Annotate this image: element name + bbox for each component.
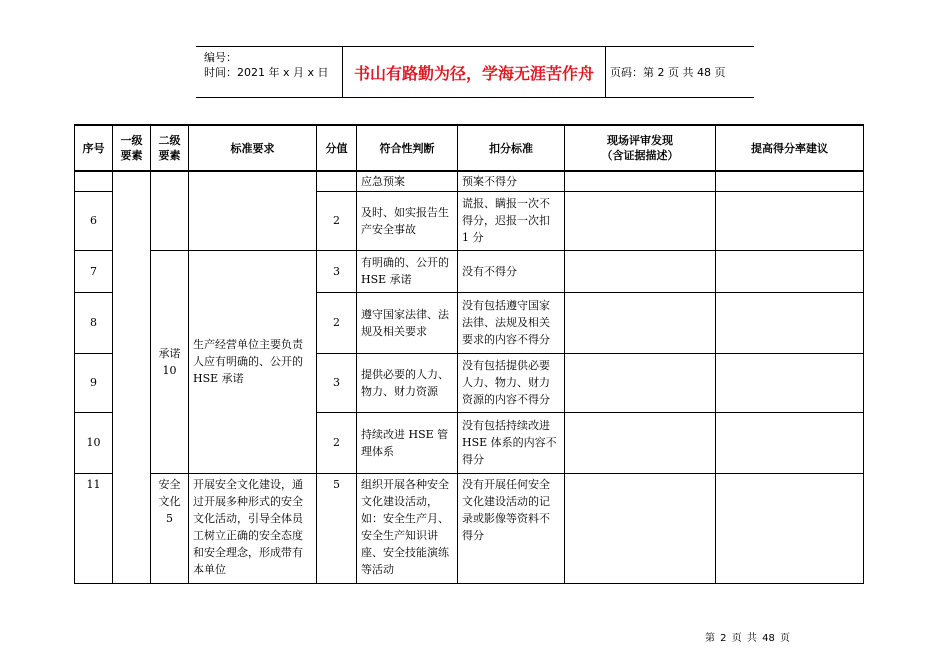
- cell-first-level: [113, 171, 151, 583]
- col-second-level-line2: 要素: [158, 149, 181, 162]
- col-deduction: 扣分标准: [458, 125, 565, 171]
- cell-judgment: 有明确的、公开的 HSE 承诺: [357, 250, 458, 292]
- cell-judgment: 提供必要的人力、物力、财力资源: [357, 353, 458, 412]
- page-header: [196, 46, 754, 98]
- col-suggestion: 提高得分率建议: [716, 125, 864, 171]
- cell-no: 8: [75, 292, 113, 353]
- cell-judgment: 遵守国家法律、法规及相关要求: [357, 292, 458, 353]
- cell-findings: [565, 292, 716, 353]
- cell-score: 2: [317, 292, 357, 353]
- col-first-level-line1: 一级: [120, 134, 143, 147]
- cell-judgment: 持续改进 HSE 管理体系: [357, 412, 458, 473]
- col-findings-line2: （含证据描述）: [601, 149, 679, 162]
- cell-deduction: 没有包括遵守国家法律、法规及相关要求的内容不得分: [458, 292, 565, 353]
- cell-suggestion: [716, 473, 864, 583]
- cell-score: 3: [317, 353, 357, 412]
- col-judgment: 符合性判断: [357, 125, 458, 171]
- cell-no: [75, 171, 113, 191]
- cell-score: [317, 171, 357, 191]
- cell-second-level-culture: 安全文化 5: [151, 473, 189, 583]
- col-findings: [565, 125, 716, 171]
- serial-label: 编号：: [204, 51, 237, 64]
- cell-deduction: 没有不得分: [458, 250, 565, 292]
- cell-no: 6: [75, 191, 113, 250]
- cell-requirement-culture: 开展安全文化建设，通过开展多种形式的安全文化活动，引导全体员工树立正确的安全态度和安全理念，形成带有本单位: [189, 473, 317, 583]
- cell-findings: [565, 412, 716, 473]
- cell-score: 2: [317, 191, 357, 250]
- page-footer: 第 2 页 共 48 页: [705, 633, 790, 644]
- cell-requirement: [189, 171, 317, 250]
- cell-suggestion: [716, 292, 864, 353]
- cell-second-level-commitment: 承诺 10: [151, 250, 189, 473]
- cell-findings: [565, 473, 716, 583]
- cell-suggestion: [716, 191, 864, 250]
- cell-findings: [565, 250, 716, 292]
- cell-score: 2: [317, 412, 357, 473]
- cell-suggestion: [716, 171, 864, 191]
- cell-suggestion: [716, 412, 864, 473]
- table-row: [75, 473, 864, 583]
- cell-second-level: [151, 171, 189, 250]
- cell-no: 9: [75, 353, 113, 412]
- evaluation-table: [74, 124, 864, 584]
- cell-findings: [565, 191, 716, 250]
- cell-score: 3: [317, 250, 357, 292]
- cell-deduction: 没有包括提供必要人力、物力、财力资源的内容不得分: [458, 353, 565, 412]
- cell-deduction: 没有开展任何安全文化建设活动的记录或影像等资料不得分: [458, 473, 565, 583]
- cell-deduction: 谎报、瞒报一次不得分，迟报一次扣 1 分: [458, 191, 565, 250]
- table-row: [75, 171, 864, 191]
- cell-judgment: 组织开展各种安全文化建设活动，如：安全生产月、安全生产知识讲座、安全技能演练等活动: [357, 473, 458, 583]
- table-row: [75, 250, 864, 292]
- cell-judgment: 应急预案: [357, 171, 458, 191]
- cell-no: 11: [75, 473, 113, 583]
- table-header-row: [75, 125, 864, 171]
- cell-findings: [565, 353, 716, 412]
- page-code: 页码：第 2 页 共 48 页: [610, 66, 726, 79]
- cell-judgment: 及时、如实报告生产安全事故: [357, 191, 458, 250]
- time-label: 时间：2021 年 x 月 x 日: [204, 66, 329, 79]
- cell-no: 7: [75, 250, 113, 292]
- col-requirement: 标准要求: [189, 125, 317, 171]
- cell-deduction: 预案不得分: [458, 171, 565, 191]
- cell-score: 5: [317, 473, 357, 583]
- cell-requirement-commitment: 生产经营单位主要负责人应有明确的、公开的 HSE 承诺: [189, 250, 317, 473]
- cell-deduction: 没有包括持续改进 HSE 体系的内容不得分: [458, 412, 565, 473]
- header-meta: [204, 50, 344, 80]
- col-second-level-line1: 二级: [158, 134, 181, 147]
- col-first-level-line2: 要素: [120, 149, 143, 162]
- col-score: 分值: [317, 125, 357, 171]
- cell-suggestion: [716, 250, 864, 292]
- cell-findings: [565, 171, 716, 191]
- col-second-level: [151, 125, 189, 171]
- col-first-level: [113, 125, 151, 171]
- cell-suggestion: [716, 353, 864, 412]
- col-serial: 序号: [75, 125, 113, 171]
- cell-no: 10: [75, 412, 113, 473]
- col-findings-line1: 现场评审发现: [607, 134, 673, 147]
- motto: 书山有路勤为径，学海无涯苦作舟: [342, 47, 606, 97]
